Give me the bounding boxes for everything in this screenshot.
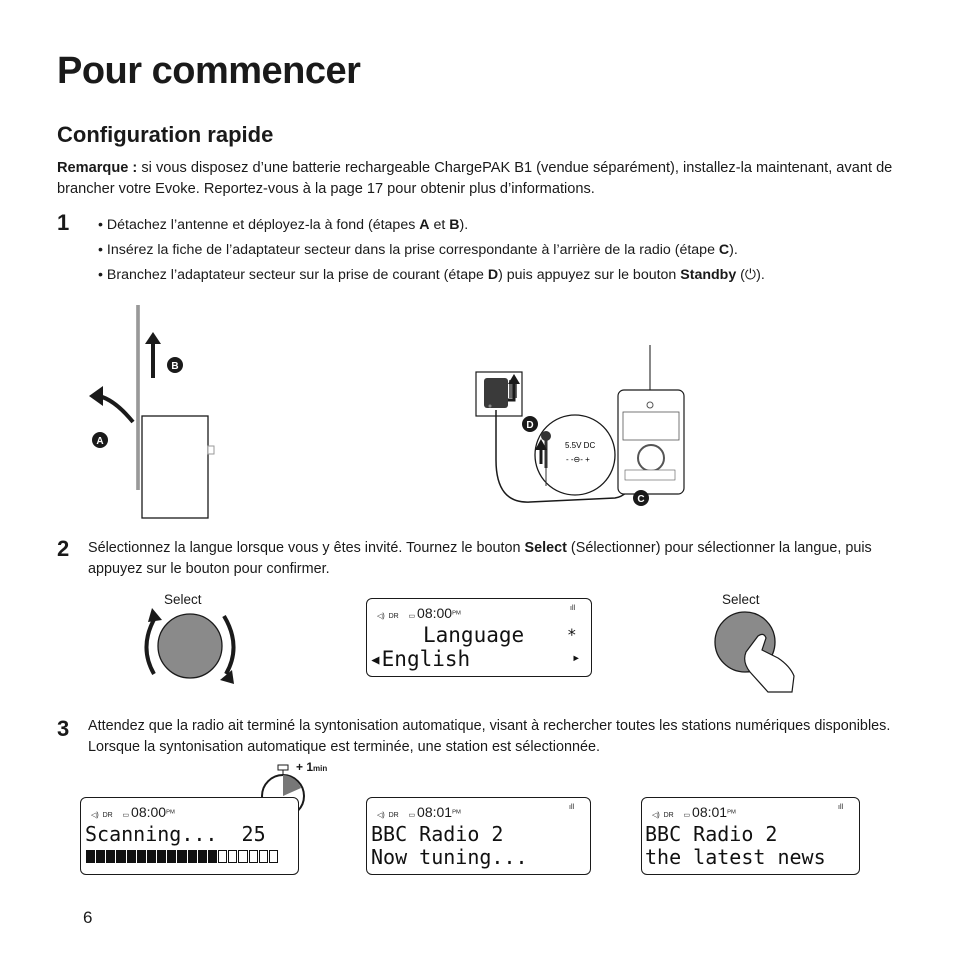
- step-1-bullets: [98, 213, 765, 288]
- lcd-line-2: ◂English: [369, 647, 471, 671]
- svg-text:C: C: [637, 494, 645, 505]
- select-knob-rotate: [140, 608, 240, 684]
- step-2-text: Sélectionnez la langue lorsque vous y êtes invité. Tournez le bouton Select (Sélectionner) pour sélectionner la langue, puis appuyez sur le bouton pour confirmer.: [88, 540, 872, 577]
- lcd-line-1: Scanning... 25: [85, 822, 266, 846]
- step-3-number: 3: [57, 716, 70, 741]
- bullet-power: • Branchez l’adaptateur secteur sur la prise de courant (étape D) puis appuyez sur le bouton Standby (⏻).: [98, 267, 765, 283]
- lcd-latest-news: [641, 797, 860, 875]
- progress-segment-filled: [116, 850, 125, 863]
- power-adapter-illustration: [470, 340, 700, 525]
- bullet-adapter-plug: • Insérez la fiche de l’adaptateur secteur dans la prise correspondante à l’arrière de la radio (étape C).: [98, 242, 738, 258]
- progress-segment-filled: [167, 850, 176, 863]
- step-3-text: Attendez que la radio ait terminé la syntonisation automatique, visant à rechercher toutes les stations numériques disponibles. Lorsque la syntonisation automatique est terminée, une station est sélectionnée.: [88, 718, 891, 755]
- lcd-line-2: Now tuning...: [371, 845, 528, 869]
- progress-segment-empty: [259, 850, 268, 863]
- progress-segment-filled: [86, 850, 95, 863]
- progress-segment-filled: [188, 850, 197, 863]
- svg-text:B: B: [171, 361, 179, 372]
- lcd-line-1: Language: [423, 623, 525, 647]
- svg-text:- -⊖- +: - -⊖- +: [566, 455, 590, 464]
- progress-segment-empty: [269, 850, 278, 863]
- lcd-line-1: BBC Radio 2: [371, 822, 504, 846]
- progress-segment-filled: [177, 850, 186, 863]
- lcd-scanning: [80, 797, 299, 875]
- svg-text:D: D: [526, 420, 534, 431]
- lcd-status-bar: ◁) DR ▭ $08:00^{PM}$: [377, 605, 461, 621]
- note-label: Remarque :: [57, 160, 138, 176]
- lcd-now-tuning: [366, 797, 591, 875]
- select-label-press: Select: [722, 592, 760, 607]
- page-title: Pour commencer: [57, 50, 361, 92]
- lcd-status-bar: ◁) DR ▭ $08:00^{PM}$: [91, 804, 175, 820]
- select-knob-press: [710, 606, 805, 698]
- progress-segment-filled: [127, 850, 136, 863]
- radio-antenna-illustration: [75, 300, 235, 525]
- progress-segment-empty: [228, 850, 237, 863]
- progress-segment-filled: [147, 850, 156, 863]
- select-label-rotate: Select: [164, 592, 202, 607]
- lcd-status-bar: ◁) DR ▭ $08:01^{PM}$: [377, 804, 461, 820]
- bullet-antenna: • Détachez l’antenne et déployez-la à fond (étapes A et B).: [98, 217, 469, 233]
- dc-label: 5.5V DC: [565, 441, 596, 450]
- step-1-number: 1: [57, 210, 70, 235]
- lcd-language: [366, 598, 592, 677]
- progress-segment-empty: [238, 850, 247, 863]
- lcd-status-bar: ◁) DR ▭ $08:01^{PM}$: [652, 804, 736, 820]
- step-2-number: 2: [57, 536, 70, 561]
- progress-segment-empty: [249, 850, 258, 863]
- lcd-line-1: BBC Radio 2: [645, 822, 778, 846]
- progress-segment-filled: [208, 850, 217, 863]
- lcd-scroll-icon: ▸: [572, 650, 581, 666]
- signal-icon: ıll: [570, 605, 576, 612]
- progress-segment-filled: [137, 850, 146, 863]
- signal-icon: ıll: [838, 804, 844, 811]
- lcd-line-2: the latest news: [645, 845, 826, 869]
- scan-progress-bar: [86, 850, 278, 863]
- progress-segment-filled: [198, 850, 207, 863]
- progress-segment-filled: [157, 850, 166, 863]
- signal-icon: ıll: [569, 804, 575, 811]
- progress-segment-empty: [218, 850, 227, 863]
- timer-label: + 1min: [296, 760, 328, 774]
- progress-segment-filled: [96, 850, 105, 863]
- note-text: si vous disposez d’une batterie rechargeable ChargePAK B1 (vendue séparément), installez-la maintenant, avant de brancher votre Evoke. Reportez-vous à la page 17 pour obtenir plus d’informations.: [57, 160, 893, 197]
- lcd-star-icon: *: [567, 625, 577, 644]
- note-paragraph: [57, 158, 907, 200]
- svg-text:A: A: [96, 436, 104, 447]
- page-number: 6: [83, 908, 93, 927]
- section-title: Configuration rapide: [57, 122, 274, 147]
- progress-segment-filled: [106, 850, 115, 863]
